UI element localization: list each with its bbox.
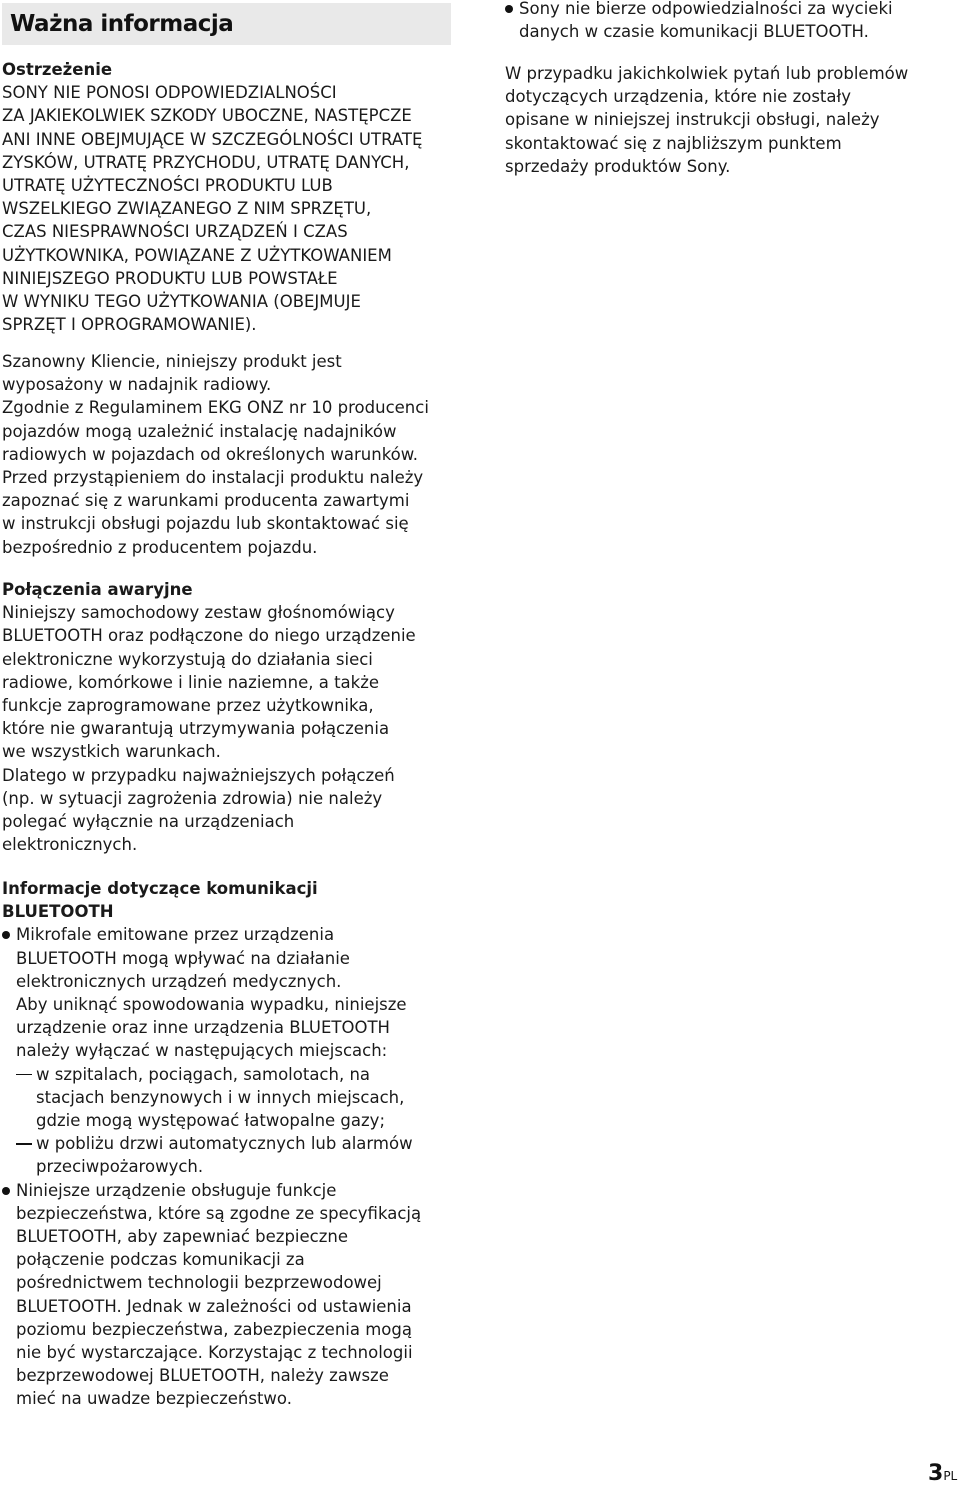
bullet-line: elektronicznych urządzeń medycznych. bbox=[16, 971, 342, 991]
dash-item bbox=[2, 1132, 462, 1178]
dash-line: przeciwpożarowych. bbox=[36, 1157, 204, 1177]
bullet-dot-icon bbox=[505, 5, 513, 13]
bullet-item bbox=[2, 923, 462, 1062]
bullet-line: połączenie podczas komunikacji za bbox=[16, 1250, 305, 1270]
dash-line: w szpitalach, pociągach, samolotach, na bbox=[36, 1064, 371, 1084]
emergency-line: elektronicznych. bbox=[2, 835, 138, 855]
warning-line: CZAS NIESPRAWNOŚCI URZĄDZEŃ I CZAS bbox=[2, 222, 348, 242]
customer-line: Zgodnie z Regulaminem EKG ONZ nr 10 producenci bbox=[2, 398, 429, 418]
warning-line: UTRATĘ UŻYTECZNOŚCI PRODUKTU LUB bbox=[2, 176, 333, 196]
warning-line: ANI INNE OBEJMUJĄCE W SZCZEGÓLNOŚCI UTRATĘ bbox=[2, 129, 423, 149]
bullet-line: Niniejsze urządzenie obsługuje funkcje bbox=[16, 1180, 337, 1200]
emergency-line: we wszystkich warunkach. bbox=[2, 742, 221, 762]
warning-line: ZA JAKIEKOLWIEK SZKODY UBOCZNE, NASTĘPCZE bbox=[2, 106, 412, 126]
dash-icon bbox=[16, 1074, 32, 1076]
bullet-line: Aby uniknąć spowodowania wypadku, niniejsze bbox=[16, 995, 407, 1015]
warning-line: SONY NIE PONOSI ODPOWIEDZIALNOŚCI bbox=[2, 83, 337, 103]
customer-line: Przed przystąpieniem do instalacji produktu należy bbox=[2, 468, 424, 488]
dash-item bbox=[2, 1063, 462, 1133]
bullet-line: bezprzewodowej BLUETOOTH, należy zawsze bbox=[16, 1366, 389, 1386]
bullet-line: należy wyłączać w następujących miejscach: bbox=[16, 1041, 388, 1061]
emergency-line: radiowe, komórkowe i linie naziemne, a także bbox=[2, 672, 380, 692]
warning-line: WSZELKIEGO ZWIĄZANEGO Z NIM SPRZĘTU, bbox=[2, 199, 372, 219]
bullet-dot-icon bbox=[2, 931, 10, 939]
bullet-line: Mikrofale emitowane przez urządzenia bbox=[16, 925, 335, 945]
emergency-line: polegać wyłącznie na urządzeniach bbox=[2, 812, 295, 832]
contact-line: sprzedaży produktów Sony. bbox=[505, 156, 731, 176]
emergency-line: funkcje zaprogramowane przez użytkownika, bbox=[2, 696, 374, 716]
bullet-line: pośrednictwem technologii bezprzewodowej bbox=[16, 1273, 382, 1293]
contact-line: skontaktować się z najbliższym punktem bbox=[505, 133, 842, 153]
warning-line: UŻYTKOWNIKA, POWIĄZANE Z UŻYTKOWANIEM bbox=[2, 245, 392, 265]
customer-notice-section bbox=[2, 350, 462, 559]
bullet-line: nie być wystarczające. Korzystając z technologii bbox=[16, 1343, 413, 1363]
warning-line: W WYNIKU TEGO UŻYTKOWANIA (OBEJMUJE bbox=[2, 292, 361, 312]
emergency-line: Dlatego w przypadku najważniejszych połączeń bbox=[2, 765, 395, 785]
emergency-line: Niniejszy samochodowy zestaw głośnomówiący bbox=[2, 603, 395, 623]
emergency-line: BLUETOOTH oraz podłączone do niego urządzenie bbox=[2, 626, 416, 646]
bullet-item bbox=[2, 1179, 462, 1411]
contact-line: dotyczących urządzenia, które nie zostały bbox=[505, 87, 851, 107]
bluetooth-leak-bullet-section bbox=[505, 0, 950, 43]
contact-line: W przypadku jakichkolwiek pytań lub problemów bbox=[505, 64, 909, 83]
contact-line: opisane w niniejszej instrukcji obsługi, należy bbox=[505, 110, 880, 130]
customer-line: radiowych w pojazdach od określonych warunków. bbox=[2, 444, 419, 464]
customer-line: Szanowny Kliencie, niniejszy produkt jest bbox=[2, 352, 342, 371]
customer-line: zapoznać się z warunkami producenta zawartymi bbox=[2, 491, 410, 511]
emergency-line: (np. w sytuacji zagrożenia zdrowia) nie należy bbox=[2, 788, 383, 808]
page-language-code: PL bbox=[943, 1469, 958, 1483]
customer-line: pojazdów mogą uzależnić instalację nadajników bbox=[2, 421, 397, 441]
page-number bbox=[928, 1462, 957, 1488]
dash-line: stacjach benzynowych i w innych miejscach, bbox=[36, 1087, 405, 1107]
customer-line: w instrukcji obsługi pojazdu lub skontaktować się bbox=[2, 514, 409, 534]
warning-line: NINIEJSZEGO PRODUKTU LUB POWSTAŁE bbox=[2, 268, 338, 288]
bullet-line: urządzenie oraz inne urządzenia BLUETOOTH bbox=[16, 1018, 390, 1038]
emergency-section bbox=[2, 578, 462, 856]
bluetooth-info-section bbox=[2, 877, 462, 1411]
bullet-dot-icon bbox=[2, 1187, 10, 1195]
page-number-value: 3 bbox=[928, 1461, 944, 1486]
bullet-line: bezpieczeństwa, które są zgodne ze specyfikacją bbox=[16, 1203, 422, 1223]
dash-line: gdzie mogą występować łatwopalne gazy; bbox=[36, 1111, 386, 1131]
dash-line: w pobliżu drzwi automatycznych lub alarmów bbox=[36, 1134, 413, 1154]
emergency-line: elektroniczne wykorzystują do działania sieci bbox=[2, 649, 373, 669]
warning-line: SPRZĘT I OPROGRAMOWANIE). bbox=[2, 315, 257, 335]
page-title: Ważna informacja bbox=[10, 11, 234, 37]
bluetooth-heading-line: BLUETOOTH bbox=[2, 902, 114, 922]
warning-heading: Ostrzeżenie bbox=[2, 60, 113, 79]
warning-section bbox=[2, 58, 462, 336]
emergency-line: które nie gwarantują utrzymywania połączenia bbox=[2, 719, 390, 739]
bullet-line: BLUETOOTH, aby zapewniać bezpieczne bbox=[16, 1227, 349, 1247]
contact-section bbox=[505, 62, 950, 178]
bullet-line: danych w czasie komunikacji BLUETOOTH. bbox=[519, 22, 869, 42]
bluetooth-heading-line: Informacje dotyczące komunikacji bbox=[2, 879, 318, 898]
customer-line: bezpośrednio z producentem pojazdu. bbox=[2, 537, 318, 557]
emergency-heading: Połączenia awaryjne bbox=[2, 580, 193, 599]
dash-icon bbox=[16, 1143, 32, 1145]
bullet-line: BLUETOOTH. Jednak w zależności od ustawienia bbox=[16, 1296, 412, 1316]
bullet-line: mieć na uwadze bezpieczeństwo. bbox=[16, 1389, 292, 1409]
customer-line: wyposażony w nadajnik radiowy. bbox=[2, 375, 272, 395]
bullet-line: poziomu bezpieczeństwa, zabezpieczenia mogą bbox=[16, 1319, 412, 1339]
bullet-line: Sony nie bierze odpowiedzialności za wycieki bbox=[519, 0, 893, 18]
bullet-line: BLUETOOTH mogą wpływać na działanie bbox=[16, 948, 350, 968]
warning-line: ZYSKÓW, UTRATĘ PRZYCHODU, UTRATĘ DANYCH, bbox=[2, 152, 410, 172]
title-bar bbox=[2, 3, 451, 45]
bullet-item bbox=[505, 0, 950, 43]
